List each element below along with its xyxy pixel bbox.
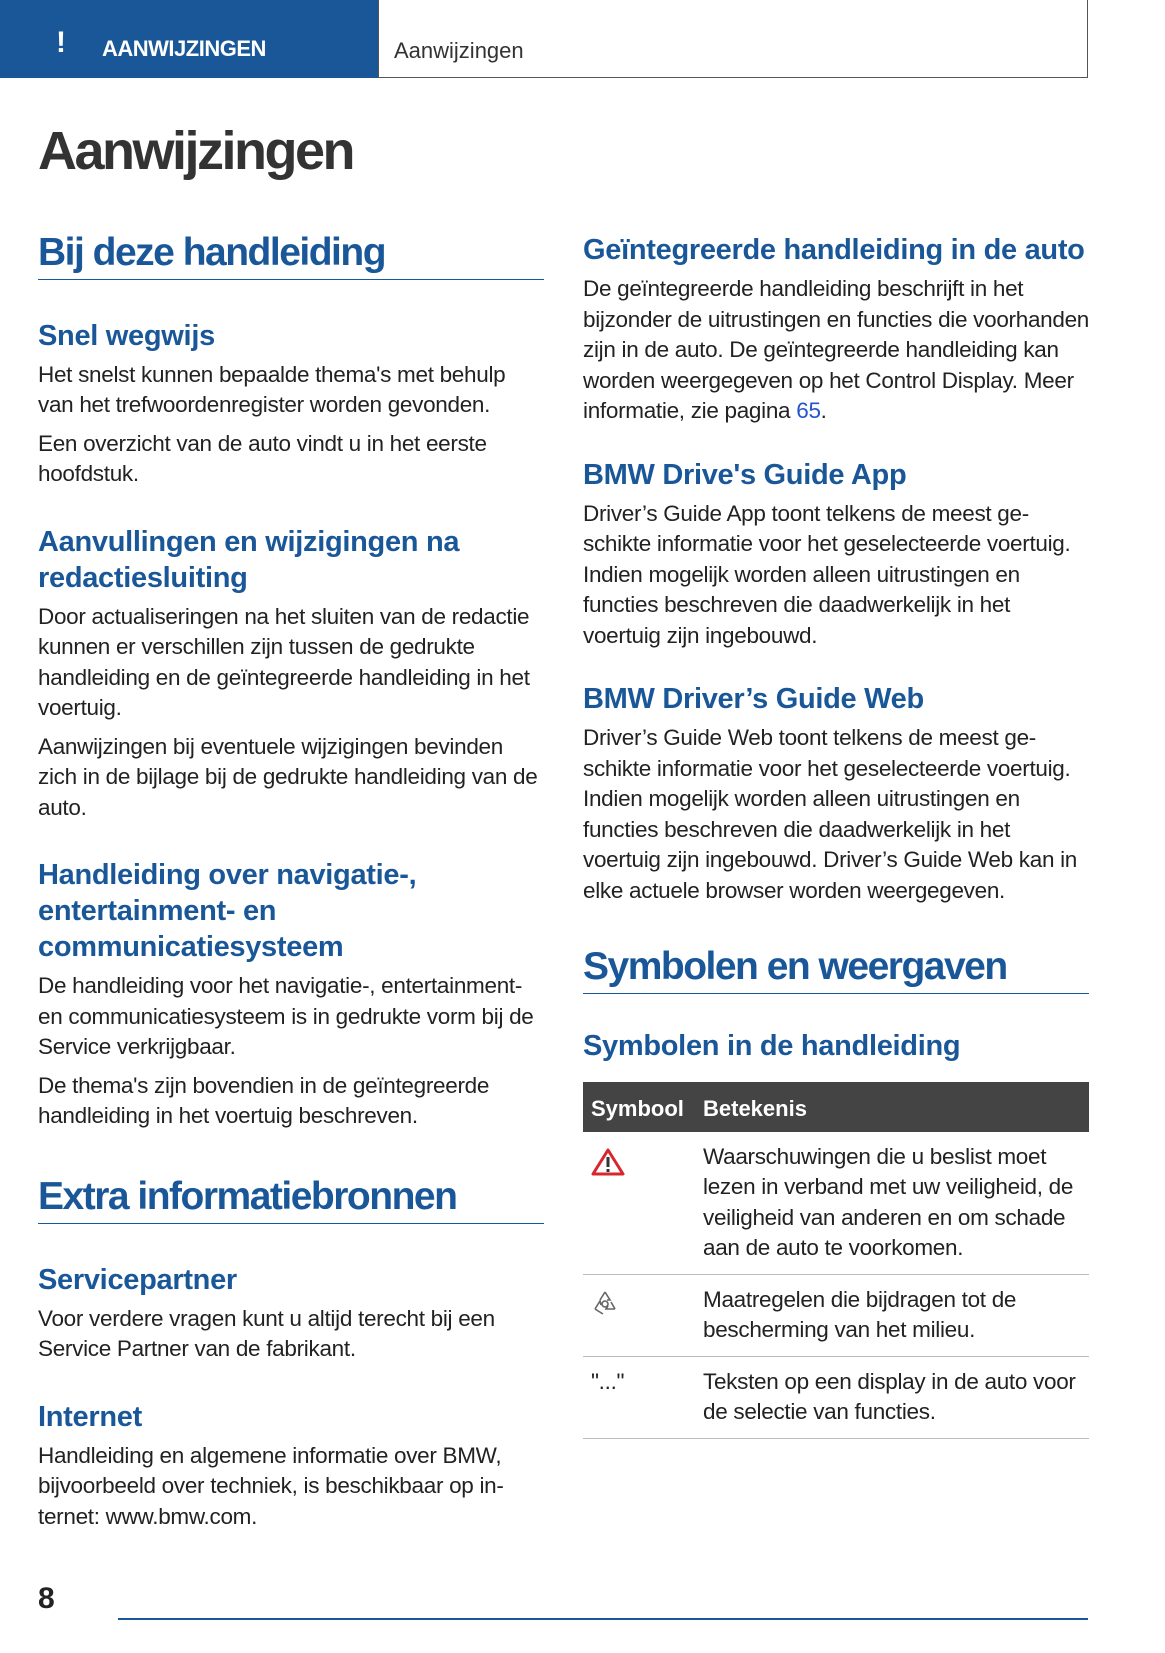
section-web [583, 681, 1089, 906]
paragraph: Het snelst kunnen bepaalde thema's met behulp van het trefwoordenregister worden gevonden. [38, 361, 506, 418]
paragraph: Handleiding en algemene informatie over BMW, bijvoorbeeld over techniek, is beschikbaar op internet: www.bmw.com. [38, 1442, 504, 1529]
section-navigatie [38, 857, 544, 1132]
paragraph: Driver’s Guide Web toont telkens de meest geschikte informatie voor het geselecteerde voertuig. Indien mogelijk worden alleen uitrustingen en functies beschreven die daadwerkelijk in het voertuig zijn ingebouwd. Driver’s Guide Web kan in elke actuele browser worden weergegeven. [583, 725, 1078, 903]
right-column [583, 232, 1089, 1439]
symbol-cell [583, 1274, 695, 1356]
paragraph: De thema's zijn bovendien in de geïntegreerde handleiding in het voertuig beschreven. [38, 1072, 490, 1129]
symbol-cell: "..." [583, 1356, 695, 1438]
section-title-symbolen: Symbolen en weergaven [583, 946, 1089, 994]
section-integrated [583, 232, 1089, 427]
page-title: Aanwijzingen [38, 121, 354, 181]
left-column [38, 232, 544, 1566]
page-link[interactable]: 65 [796, 398, 821, 423]
section-servicepartner [38, 1262, 544, 1365]
subsection-title: Geïntegreerde handleiding in de auto [583, 234, 1085, 266]
section-snel-wegwijs [38, 318, 544, 490]
paragraph: Een overzicht van de auto vindt u in het eerste hoofdstuk. [38, 430, 487, 487]
table-row [583, 1274, 1089, 1356]
column-header-symbol: Symbool [583, 1082, 695, 1132]
subsection-title: Symbolen in de handleiding [583, 1029, 961, 1062]
meaning-cell: Maatregelen die bijdragen tot de bescherming van het milieu. [695, 1274, 1089, 1356]
header-tab [0, 0, 378, 78]
section-aanvullingen [38, 524, 544, 824]
table-header-row [583, 1082, 1089, 1132]
exclamation-icon: ! [56, 26, 66, 59]
section-title-handleiding: Bij deze handleiding [38, 232, 544, 280]
footer-divider [118, 1618, 1088, 1620]
page-number: 8 [38, 1582, 55, 1615]
subsection-title: Handleiding over navigatie-, entertainment- en communicatiesysteem [38, 859, 417, 964]
symbol-cell [583, 1132, 695, 1275]
recycling-icon [591, 1289, 619, 1326]
meaning-cell: Waarschuwingen die u beslist moet lezen in verband met uw veiligheid, de veiligheid van anderen en om schade aan de auto te voorkomen. [695, 1132, 1089, 1275]
subsection-title: Aanvullingen en wijzigingen na redactiesluiting [38, 525, 460, 594]
breadcrumb: Aanwijzingen [394, 38, 524, 63]
subsection-title: Internet [38, 1400, 142, 1433]
paragraph: Aanwijzingen bij eventuele wijzigingen bevinden zich in de bijlage bij de gedrukte handleiding van de auto. [38, 733, 538, 820]
column-header-meaning: Betekenis [695, 1082, 1089, 1132]
paragraph: Driver’s Guide App toont telkens de meest geschikte informatie voor het geselecteerde voertuig. Indien mogelijk worden alleen uitrustingen en functies beschreven die daadwerkelijk in het voertuig zijn ingebouwd. [583, 500, 1071, 648]
subsection-title: Servicepartner [38, 1263, 237, 1296]
table-row [583, 1356, 1089, 1438]
paragraph: Door actualiseringen na het sluiten van de redactie kunnen er verschillen zijn tussen de gedrukte handleiding en de geïntegreerde handleiding in het voertuig. [38, 603, 530, 721]
paragraph: De handleiding voor het navigatie-, entertainment- en communicatiesysteem is in gedrukte vorm bij de Service verkrijgbaar. [38, 973, 534, 1060]
header-breadcrumb-box [378, 0, 1088, 78]
section-internet [38, 1399, 544, 1533]
subsection-title: Snel wegwijs [38, 319, 215, 352]
subsection-title: BMW Drive's Guide App [583, 458, 907, 491]
section-title-extra: Extra informatiebronnen [38, 1176, 544, 1224]
header-tab-label: AANWIJZINGEN [102, 36, 266, 61]
paragraph: Voor verdere vragen kunt u altijd terecht bij een Service Partner van de fabrikant. [38, 1305, 495, 1362]
meaning-cell: Teksten op een display in de auto voor de selectie van functies. [695, 1356, 1089, 1438]
warning-triangle-icon [591, 1148, 625, 1185]
paragraph: De geïntegreerde handleiding beschrijft in het bijzonder de uitrustingen en functies die voorhanden zijn in de auto. De geïntegreerde handleiding kan worden weergegeven op het Control Display. Meer informatie, zie pagina 65. [583, 276, 1090, 423]
subsection-title: BMW Driver’s Guide Web [583, 683, 924, 715]
symbols-table [583, 1082, 1089, 1439]
table-row [583, 1132, 1089, 1275]
section-app [583, 457, 1089, 652]
